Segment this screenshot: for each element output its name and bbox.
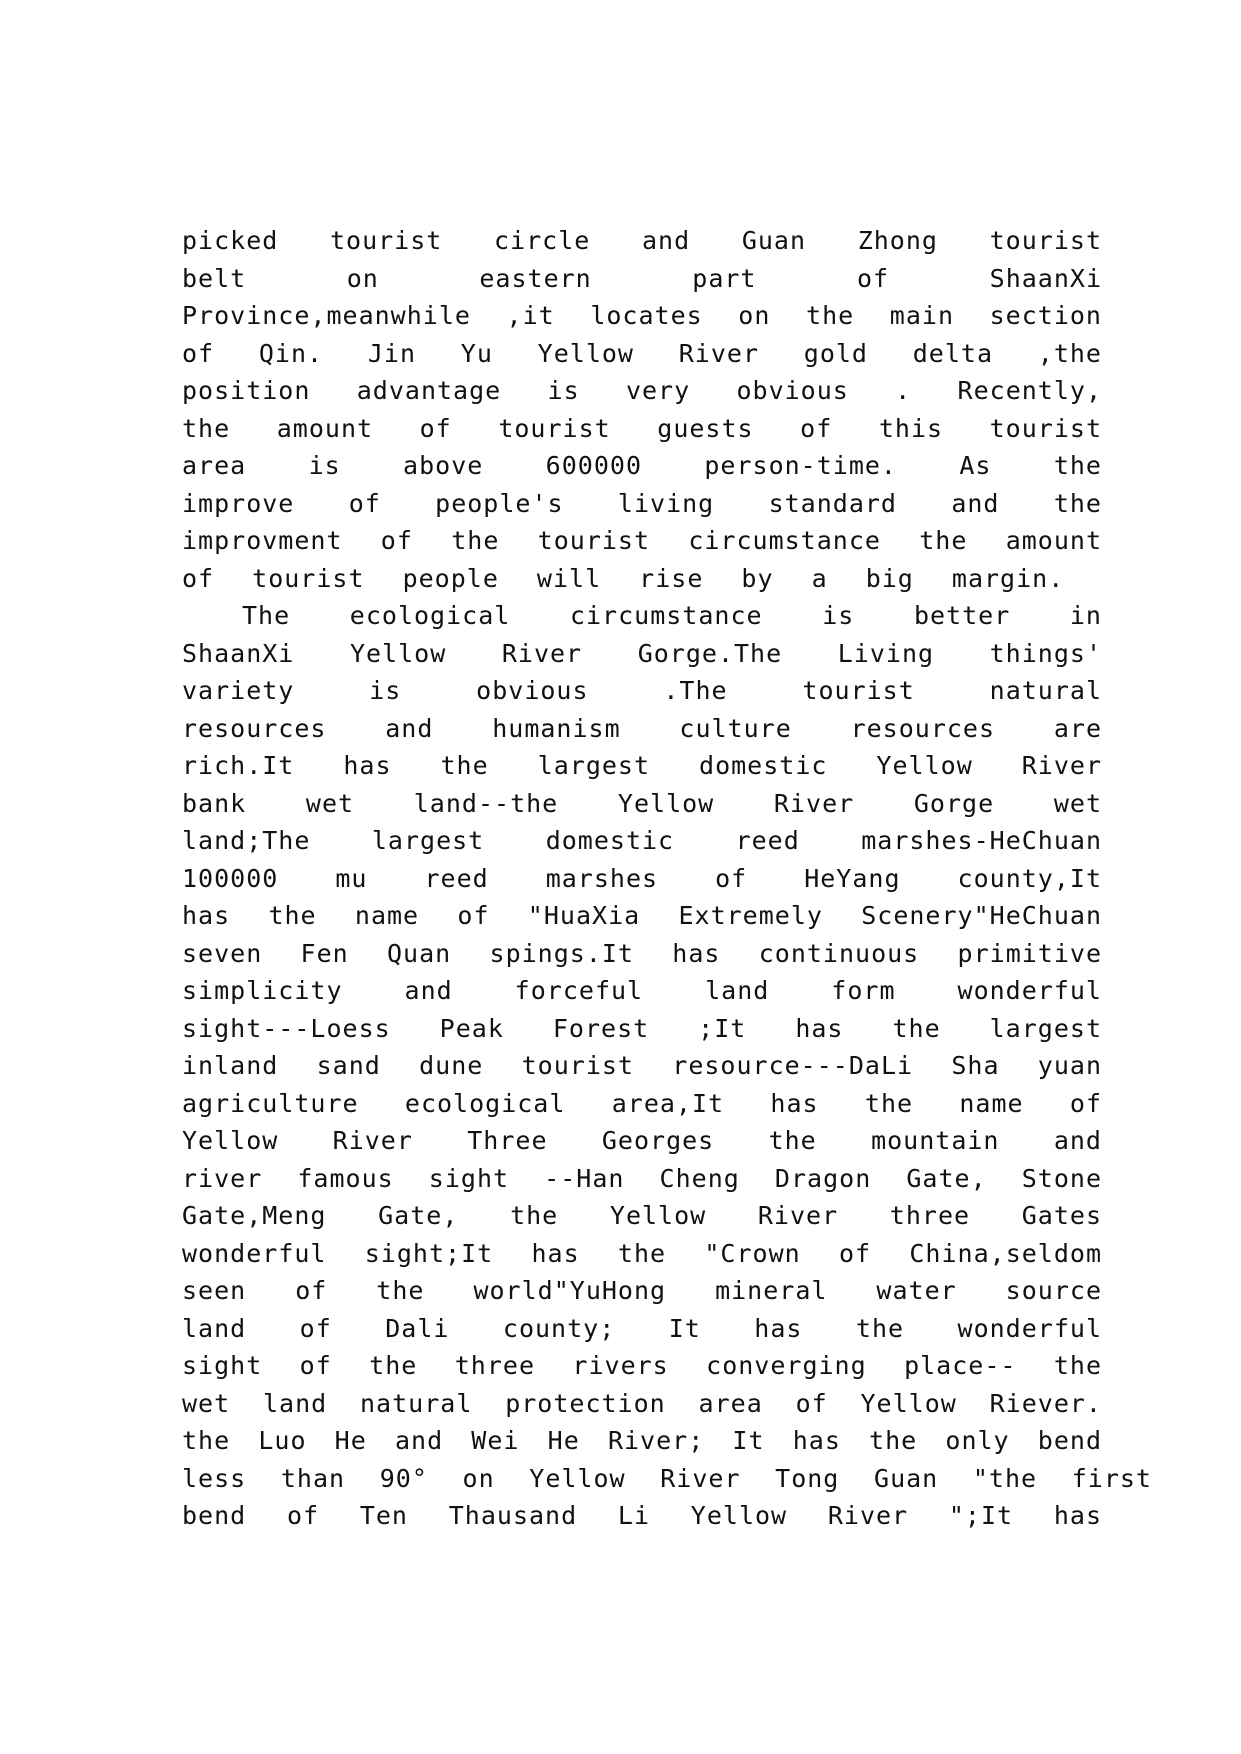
text-line: of tourist people will rise by a big margin. (182, 563, 1065, 593)
text-line: rich.It has the largest domestic Yellow River (182, 751, 1102, 780)
text-line: agriculture ecological area,It has the name of (182, 1088, 1102, 1118)
text-line: river famous sight --Han Cheng Dragon Gate, Stone (182, 1163, 1102, 1193)
text-line: area is above 600000 person-time. As the (182, 451, 1102, 480)
text-line: wet land natural protection area of Yellow Riever. (182, 1388, 1102, 1418)
text-line: simplicity and forceful land form wonderful (182, 976, 1102, 1005)
text-line: variety is obvious .The tourist natural (182, 676, 1102, 705)
paragraph-start-line: The ecological circumstance is better in (242, 601, 1102, 630)
text-line: improve of people's living standard and the (182, 488, 1102, 518)
text-line: ShaanXi Yellow River Gorge.The Living things' (182, 638, 1102, 668)
text-line: seen of the world"YuHong mineral water source (182, 1276, 1102, 1305)
text-line: picked tourist circle and Guan Zhong tourist (182, 226, 1102, 255)
text-line: land of Dali county; It has the wonderful (182, 1313, 1102, 1343)
text-line: inland sand dune tourist resource---DaLi Sha yuan (182, 1051, 1102, 1080)
text-line: less than 90° on Yellow River Tong Guan "the first (182, 1463, 1152, 1493)
text-line: improvment of the tourist circumstance the amount (182, 526, 1102, 555)
text-line: Province,meanwhile ,it locates on the main section (182, 301, 1102, 330)
text-line: bank wet land--the Yellow River Gorge wet (182, 788, 1102, 818)
text-line: of Qin. Jin Yu Yellow River gold delta ,the (182, 338, 1102, 368)
text-line: belt on eastern part of ShaanXi (182, 263, 1102, 293)
text-line: sight---Loess Peak Forest ;It has the largest (182, 1013, 1102, 1043)
body-text (182, 222, 1152, 1535)
text-line: Gate,Meng Gate, the Yellow River three Gates (182, 1201, 1102, 1230)
text-line: the Luo He and Wei He River; It has the only bend (182, 1426, 1102, 1455)
text-line: the amount of tourist guests of this tourist (182, 413, 1102, 443)
text-line: seven Fen Quan spings.It has continuous primitive (182, 938, 1102, 968)
text-line: resources and humanism culture resources are (182, 713, 1102, 743)
text-line: wonderful sight;It has the "Crown of China,seldom (182, 1238, 1102, 1268)
text-line: sight of the three rivers converging place-- the (182, 1351, 1102, 1380)
text-line: bend of Ten Thausand Li Yellow River ";It has (182, 1501, 1102, 1530)
text-line: position advantage is very obvious . Recently, (182, 376, 1102, 405)
text-line: Yellow River Three Georges the mountain and (182, 1126, 1102, 1155)
text-line: 100000 mu reed marshes of HeYang county,It (182, 863, 1102, 893)
text-line: land;The largest domestic reed marshes-HeChuan (182, 826, 1102, 855)
text-line: has the name of "HuaXia Extremely Scenery"HeChuan (182, 901, 1102, 930)
